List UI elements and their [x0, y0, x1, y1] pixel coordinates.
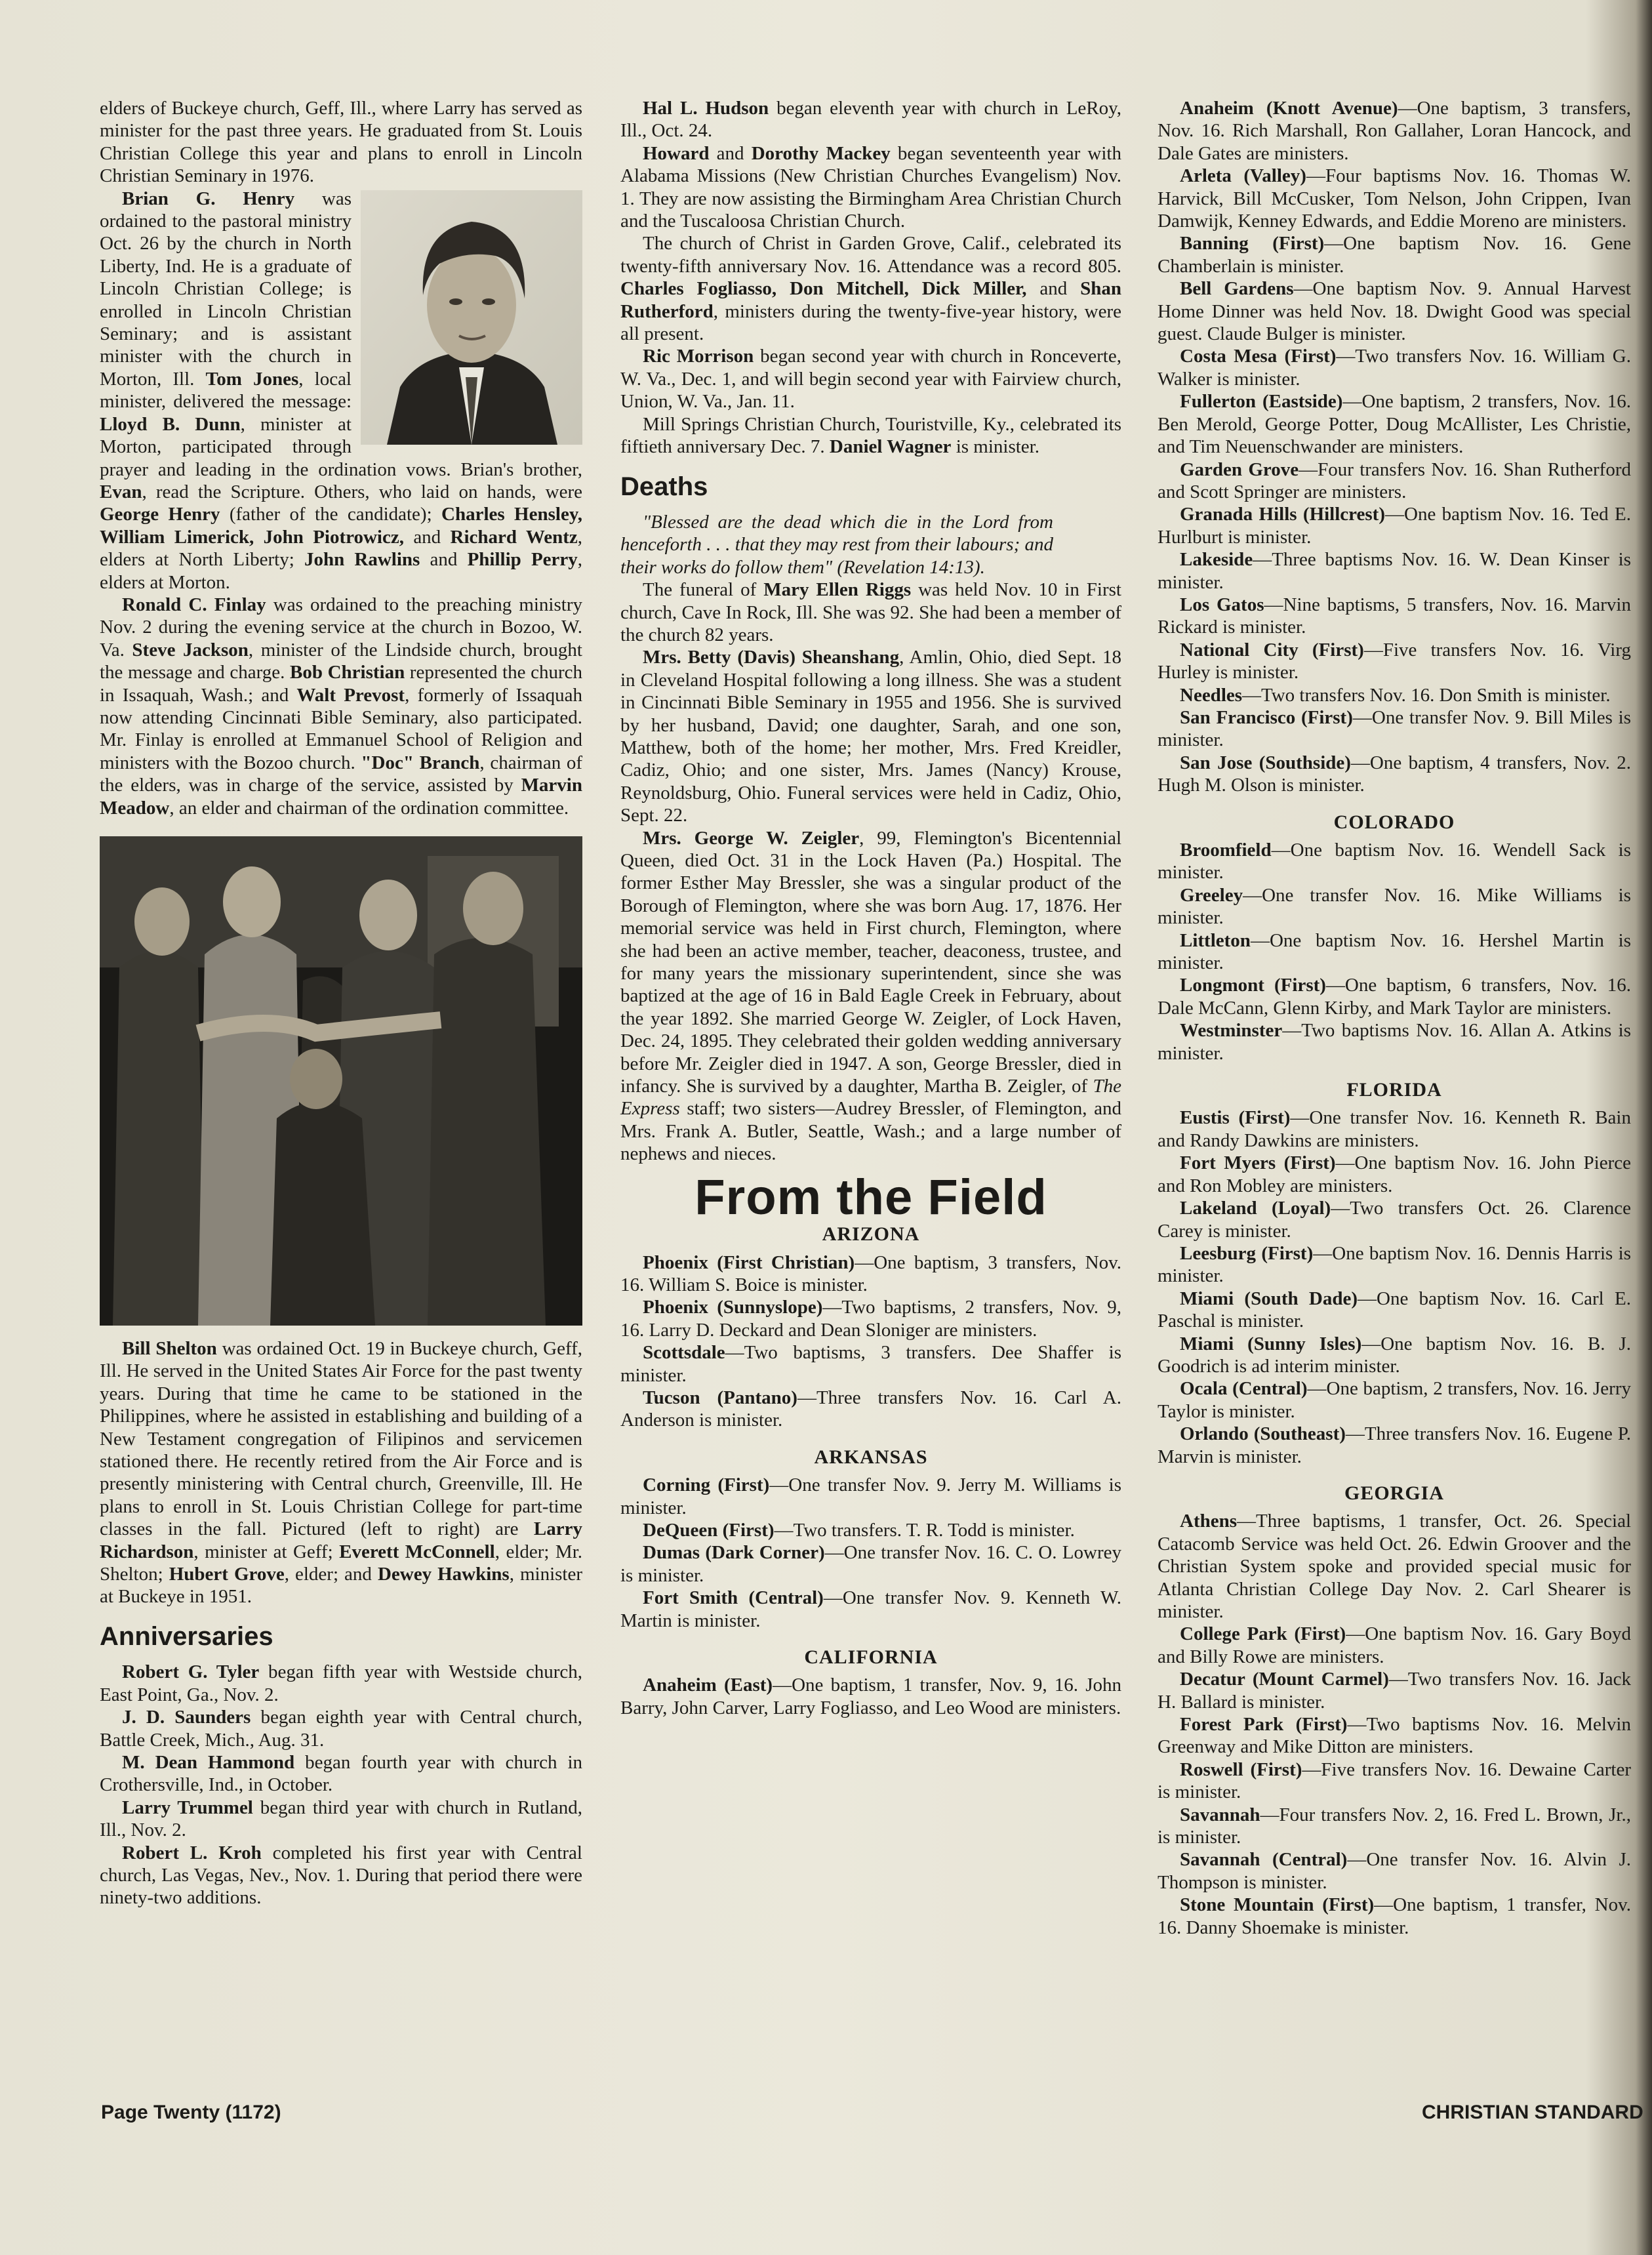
paragraph: The church of Christ in Garden Grove, Calif., celebrated its twenty-fifth anniversary Nov. 16. Attendance was a record 805. Charles Fogliasso, Don Mitchell, Dick Miller, and Shan Rutherford, ministers during the twenty-five-year history, were all present.: [620, 233, 1122, 345]
group-photo-illustration: [100, 836, 582, 1326]
scripture-quote: "Blessed are the dead which die in the Lord from henceforth . . . that they may rest from their labours; and their works do follow them" (Revelation 14:13).: [620, 511, 1053, 578]
field-entry: Lakeland (Loyal)—Two transfers Oct. 26. Clarence Carey is minister.: [1158, 1198, 1631, 1242]
section-title-from-the-field: From the Field: [695, 1169, 1047, 1225]
field-entry: Leesburg (First)—One baptism Nov. 16. Dennis Harris is minister.: [1158, 1242, 1631, 1287]
field-entry: Westminster—Two baptisms Nov. 16. Allan A. Atkins is minister.: [1158, 1020, 1631, 1064]
column-right: [1158, 97, 1631, 1939]
field-entry: Fort Myers (First)—One baptism Nov. 16. John Pierce and Ron Mobley are ministers.: [1158, 1152, 1631, 1196]
state-heading: ARIZONA: [822, 1223, 920, 1246]
field-entry: Savannah (Central)—One transfer Nov. 16. Alvin J. Thompson is minister.: [1158, 1849, 1631, 1893]
state-heading: FLORIDA: [1346, 1079, 1442, 1101]
field-entry: Eustis (First)—One transfer Nov. 16. Kenneth R. Bain and Randy Dawkins are ministers.: [1158, 1107, 1631, 1151]
field-entry: Broomfield—One baptism Nov. 16. Wendell Sack is minister.: [1158, 840, 1631, 884]
column-left: [100, 97, 582, 1909]
field-entry: College Park (First)—One baptism Nov. 16. Gary Boyd and Billy Rowe are ministers.: [1158, 1623, 1631, 1667]
field-entry: Stone Mountain (First)—One baptism, 1 transfer, Nov. 16. Danny Shoemake is minister.: [1158, 1894, 1631, 1938]
paragraph: Mill Springs Christian Church, Touristville, Ky., celebrated its fiftieth anniversary Dec. 7. Daniel Wagner is minister.: [620, 413, 1121, 458]
field-entry: Decatur (Mount Carmel)—Two transfers Nov. 16. Jack H. Ballard is minister.: [1158, 1669, 1631, 1713]
field-entry: Phoenix (Sunnyslope)—Two baptisms, 2 transfers, Nov. 9, 16. Larry D. Deckard and Dean Sloniger are ministers.: [620, 1297, 1121, 1341]
portrait-illustration: [361, 190, 582, 445]
paragraph: Howard and Dorothy Mackey began seventeenth year with Alabama Missions (New Christian Churches Evangelism) Nov. 1. They are now assisting the Birmingham Area Christian Church and the Tuscaloosa Christian Church.: [620, 142, 1121, 232]
field-entry: Ocala (Central)—One baptism, 2 transfers, Nov. 16. Jerry Taylor is minister.: [1158, 1378, 1631, 1422]
field-entry: Longmont (First)—One baptism, 6 transfers, Nov. 16. Dale McCann, Glenn Kirby, and Mark Taylor are ministers.: [1158, 975, 1631, 1019]
field-entry: Miami (South Dade)—One baptism Nov. 16. Carl E. Paschal is minister.: [1158, 1288, 1631, 1332]
paragraph: Brian G. Henry was ordained to the pastoral ministry Oct. 26 by the church in North Liberty, Ind. He is a graduate of Lincoln Christian College; is enrolled in Lincoln Christian Seminary; and is assistant minister with the church in Morton, Ill. Tom Jones, local minister, delivered the message: Lloyd B. Dunn, minister at Morton, participated through prayer and leading in the ordination vows. Brian's brother, Evan, read the Scripture. Others, who laid on hands, were George Henry (father of the candidate); Charles Hensley, William Limerick, John Piotrowicz, and Richard Wentz, elders at North Liberty; John Rawlins and Phillip Perry, elders at Morton.: [100, 188, 583, 593]
field-entry: Costa Mesa (First)—Two transfers Nov. 16. William G. Walker is minister.: [1158, 346, 1631, 390]
portrait-photo-brian-henry: [361, 190, 582, 445]
paragraph: Mrs. Betty (Davis) Sheanshang, Amlin, Ohio, died Sept. 18 in Cleveland Hospital following a long illness. She was a student in Cincinnati Bible Seminary in 1955 and 1956. She is survived by her husband, David; one daughter, Sarah, and one son, Matthew, both of the home; her mother, Mrs. Fred Kreidler, Cadiz, Ohio; and one sister, Mrs. James (Nancy) Krouse, Reynoldsburg, Ohio. Funeral services were held in Cadiz, Ohio, Sept. 22.: [620, 647, 1121, 826]
field-entry: Littleton—One baptism Nov. 16. Hershel Martin is minister.: [1158, 929, 1631, 974]
paragraph: Mrs. George W. Zeigler, 99, Flemington's Bicentennial Queen, died Oct. 31 in the Lock Haven (Pa.) Hospital. The former Esther May Bressler, she was a singular product of the Borough of Flemington, where she was born Aug. 17, 1876. Her memorial service was held in First church, Flemington, where she had been an active member, teacher, deaconess, trustee, and for many years the missionary superintendent, since she was baptized at the age of 16 in Bald Eagle Creek in February, about the year 1892. She married George W. Zeigler, of Lock Haven, Dec. 24, 1895. They celebrated their golden wedding anniversary before Mr. Zeigler died in 1947. A son, George Bressler, died in infancy. She is survived by a daughter, Martha B. Zeigler, of The Express staff; two sisters—Audrey Bressler, of Flemington, and Mrs. Frank A. Butler, Seattle, Wash.; and a large number of nephews and nieces.: [620, 827, 1122, 1165]
state-heading: GEORGIA: [1344, 1482, 1445, 1504]
paragraph: Robert L. Kroh completed his first year with Central church, Las Vegas, Nev., Nov. 1. During that period there were ninety-two additions.: [100, 1842, 582, 1909]
field-entry: Lakeside—Three baptisms Nov. 16. W. Dean Kinser is minister.: [1158, 549, 1631, 593]
field-entry: Bell Gardens—One baptism Nov. 9. Annual Harvest Home Dinner was held Nov. 18. Dwight Good was special guest. Claude Bulger is minister.: [1158, 278, 1631, 345]
field-entry: Anaheim (East)—One baptism, 1 transfer, Nov. 9, 16. John Barry, John Carver, Larry Fogliasso, and Leo Wood are ministers.: [620, 1675, 1121, 1718]
field-entry: Corning (First)—One transfer Nov. 9. Jerry M. Williams is minister.: [620, 1474, 1121, 1518]
field-entry: Needles—Two transfers Nov. 16. Don Smith is minister.: [1180, 684, 1611, 706]
field-entry: Savannah—Four transfers Nov. 2, 16. Fred L. Brown, Jr., is minister.: [1158, 1804, 1631, 1848]
paragraph: Larry Trummel began third year with church in Rutland, Ill., Nov. 2.: [100, 1797, 582, 1841]
state-heading: CALIFORNIA: [804, 1646, 938, 1668]
field-entry: Arleta (Valley)—Four baptisms Nov. 16. Thomas W. Harvick, Bill McCusker, Tom Nelson, John Crippen, Ivan Damwijk, Kenney Edwards, and Eddie Moreno are ministers.: [1158, 165, 1631, 232]
field-entry: Los Gatos—Nine baptisms, 5 transfers, Nov. 16. Marvin Rickard is minister.: [1158, 594, 1631, 638]
field-entry: San Francisco (First)—One transfer Nov. 9. Bill Miles is minister.: [1158, 706, 1631, 751]
paragraph: M. Dean Hammond began fourth year with church in Crothersville, Ind., in October.: [100, 1751, 582, 1796]
field-entry: Roswell (First)—Five transfers Nov. 16. Dewaine Carter is minister.: [1158, 1758, 1631, 1803]
ordination-group-photo: [100, 836, 582, 1326]
field-entry: Forest Park (First)—Two baptisms Nov. 16. Melvin Greenway and Mike Ditton are ministers.: [1158, 1714, 1631, 1758]
field-entry: Granada Hills (Hillcrest)—One baptism Nov. 16. Ted E. Hurlburt is minister.: [1158, 504, 1631, 548]
field-entry: Athens—Three baptisms, 1 transfer, Oct. 26. Special Catacomb Service was held Oct. 26. Edwin Groover and the Christian System spoke and provided special music for Atlanta Christian College Day Nov. 2. Carl Shearer is minister.: [1158, 1511, 1631, 1622]
field-entry: San Jose (Southside)—One baptism, 4 transfers, Nov. 2. Hugh M. Olson is minister.: [1158, 752, 1631, 796]
paragraph: Ronald C. Finlay was ordained to the preaching ministry Nov. 2 during the evening service at the church in Bozoo, W. Va. Steve Jackson, minister of the Lindside church, brought the message and charge. Bob Christian represented the church in Issaquah, Wash.; and Walt Prevost, formerly of Issaquah now attending Cincinnati Bible Seminary, also participated. Mr. Finlay is enrolled at Emmanuel School of Religion and ministers with the Bozoo church. "Doc" Branch, chairman of the elders, was in charge of the service, assisted by Marvin Meadow, an elder and chairman of the ordination committee.: [100, 594, 583, 819]
section-heading-anniversaries: Anniversaries: [100, 1621, 273, 1651]
field-entry: Fort Smith (Central)—One transfer Nov. 9. Kenneth W. Martin is minister.: [620, 1587, 1121, 1631]
field-entry: Fullerton (Eastside)—One baptism, 2 transfers, Nov. 16. Ben Merold, George Potter, Doug McAllister, Les Christie, and Tim Neuenschwander are ministers.: [1158, 391, 1631, 458]
field-entry: Orlando (Southeast)—Three transfers Nov. 16. Eugene P. Marvin is minister.: [1158, 1423, 1631, 1467]
state-heading: ARKANSAS: [814, 1446, 928, 1468]
section-heading-deaths: Deaths: [620, 472, 708, 501]
field-entry: Greeley—One transfer Nov. 16. Mike Williams is minister.: [1158, 884, 1631, 929]
paragraph: Bill Shelton was ordained Oct. 19 in Buckeye church, Geff, Ill. He served in the United States Air Force for the past twenty years. During that time he came to be stationed in the Philippines, where he assisted in establishing and building of a New Testament congregation of Filipinos and servicemen stationed there. He recently retired from the Air Force and is presently ministering with Central church, Greenville, Ill. He plans to enroll in St. Louis Christian College for part-time classes in the fall. Pictured (left to right) are Larry Richardson, minister at Geff; Everett McConnell, elder; Mr. Shelton; Hubert Grove, elder; and Dewey Hawkins, minister at Buckeye in 1951.: [100, 1338, 583, 1608]
field-entry: Phoenix (First Christian)—One baptism, 3 transfers, Nov. 16. William S. Boice is minister.: [620, 1251, 1121, 1295]
page-number-folio: Page Twenty (1172): [101, 2102, 281, 2123]
field-entry: Tucson (Pantano)—Three transfers Nov. 16. Carl A. Anderson is minister.: [620, 1387, 1121, 1431]
paragraph: Hal L. Hudson began eleventh year with church in LeRoy, Ill., Oct. 24.: [620, 98, 1121, 142]
paragraph: The funeral of Mary Ellen Riggs was held Nov. 10 in First church, Cave In Rock, Ill. She was 92. She had been a member of the church 82 years.: [620, 579, 1121, 645]
paragraph: Ric Morrison began second year with church in Ronceverte, W. Va., Dec. 1, and will begin second year with Fairview church, Union, W. Va., Jan. 11.: [620, 346, 1121, 413]
field-entry: Scottsdale—Two baptisms, 3 transfers. Dee Shaffer is minister.: [620, 1342, 1121, 1386]
column-middle: [620, 97, 1121, 1719]
field-entry: Banning (First)—One baptism Nov. 16. Gene Chamberlain is minister.: [1158, 233, 1631, 277]
paragraph: elders of Buckeye church, Geff, Ill., where Larry has served as minister for the past three years. He graduated from St. Louis Christian College this year and plans to enroll in Lincoln Christian Seminary in 1976.: [100, 98, 582, 187]
paragraph: Robert G. Tyler began fifth year with Westside church, East Point, Ga., Nov. 2.: [100, 1661, 582, 1705]
state-heading: COLORADO: [1333, 811, 1455, 833]
paragraph: J. D. Saunders began eighth year with Central church, Battle Creek, Mich., Aug. 31.: [100, 1707, 582, 1751]
field-entry: Dumas (Dark Corner)—One transfer Nov. 16. C. O. Lowrey is minister.: [620, 1542, 1121, 1586]
field-entry: Anaheim (Knott Avenue)—One baptism, 3 transfers, Nov. 16. Rich Marshall, Ron Gallaher, Loran Hancock, and Dale Gates are ministers.: [1158, 98, 1631, 164]
field-entry: DeQueen (First)—Two transfers. T. R. Todd is minister.: [643, 1519, 1075, 1541]
publication-name-folio: CHRISTIAN STANDARD: [1422, 2102, 1643, 2123]
field-entry: Miami (Sunny Isles)—One baptism Nov. 16. B. J. Goodrich is ad interim minister.: [1158, 1333, 1631, 1377]
field-entry: National City (First)—Five transfers Nov. 16. Virg Hurley is minister.: [1158, 639, 1631, 683]
field-entry: Garden Grove—Four transfers Nov. 16. Shan Rutherford and Scott Springer are ministers.: [1158, 458, 1631, 502]
